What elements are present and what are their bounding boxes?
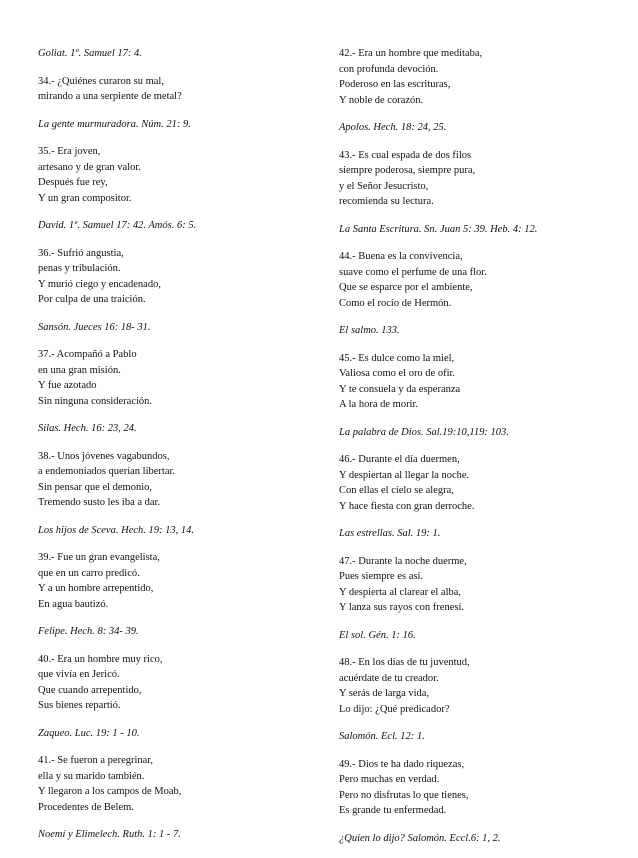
riddle-line: 49.- Dios te ha dado riquezas, <box>339 758 465 770</box>
spacer <box>38 714 308 726</box>
riddle-line: ella y su marido también. <box>38 770 145 782</box>
answer-reference: Zaqueo. Luc. 19: 1 - 10. <box>38 727 140 739</box>
right-column <box>339 46 619 858</box>
riddle-question <box>38 144 308 206</box>
riddle-line: 37.- Acompañó a Pablo <box>38 349 137 360</box>
riddle-line: en una gran misión. <box>38 364 121 376</box>
riddle-line: Y un gran compositor. <box>38 192 132 204</box>
riddle-line: Y llegaron a los campos de Moab, <box>38 786 182 797</box>
riddle-question <box>339 249 619 311</box>
spacer <box>38 105 308 117</box>
riddle-line: Es grande tu enfermedad. <box>339 805 447 816</box>
spacer <box>38 741 308 753</box>
answer-reference: La palabra de Dios. Sal.19:10,119: 103. <box>339 426 509 438</box>
riddle-line: 44.- Buena es la convivencia, <box>339 251 463 262</box>
riddle-line: Y fue azotado <box>38 380 97 391</box>
answer-reference: La Santa Escritura. Sn. Juan 5: 39. Heb. 4: 12. <box>339 223 538 235</box>
riddle-question <box>38 449 308 511</box>
riddle-line: penas y tribulación. <box>38 263 121 274</box>
riddle-line: Sin pensar que el demonio, <box>38 481 153 493</box>
left-column <box>38 46 308 855</box>
riddle-question <box>38 347 308 409</box>
spacer <box>38 612 308 624</box>
riddle-line: A la hora de morir. <box>339 399 419 410</box>
riddle-line: Y noble de corazón. <box>339 94 424 106</box>
answer-reference: Goliat. 1º. Samuel 17: 4. <box>38 48 142 59</box>
riddle-line: siempre poderosa, siempre pura, <box>339 165 476 176</box>
riddle-question <box>339 148 619 210</box>
riddle-line: 43.- Es cual espada de dos filos <box>339 149 472 161</box>
spacer <box>339 440 619 452</box>
riddle-line: Valiosa como el oro de ofir. <box>339 368 456 379</box>
spacer <box>38 815 308 827</box>
riddle-line: Y despiertan al llegar la noche. <box>339 469 470 481</box>
answer-reference: Las estrellas. Sal. 19: 1. <box>339 528 441 539</box>
spacer <box>339 846 619 858</box>
riddle-question <box>38 550 308 612</box>
riddle-line: 41.- Se fueron a peregrinar, <box>38 755 154 766</box>
riddle-line: 39.- Fue un gran evangelista, <box>38 552 160 563</box>
answer-reference: Felipe. Hech. 8: 34- 39. <box>38 626 139 637</box>
riddle-line: Y hace fiesta con gran derroche. <box>339 500 475 512</box>
riddle-line: 40.- Era un hombre muy rico, <box>38 653 163 665</box>
riddle-line: Y lanza sus rayos con frenesí. <box>339 602 464 613</box>
answer-reference: Silas. Hech. 16: 23, 24. <box>38 423 137 434</box>
spacer <box>38 206 308 218</box>
riddle-line: 45.- Es dulce como la miel, <box>339 352 455 364</box>
spacer <box>38 511 308 523</box>
riddle-line: y el Señor Jesucristo, <box>339 180 429 192</box>
spacer <box>339 643 619 655</box>
riddle-line: 35.- Era joven, <box>38 146 101 157</box>
riddle-line: 38.- Unos jóvenes vagabundos, <box>38 450 170 462</box>
riddle-line: 42.- Era un hombre que meditaba, <box>339 48 483 59</box>
riddle-line: acuérdate de tu creador. <box>339 672 439 684</box>
spacer <box>339 717 619 729</box>
riddle-line: Y te consuela y da esperanza <box>339 383 461 395</box>
riddle-line: Por culpa de una traición. <box>38 294 146 305</box>
answer-reference: David. 1º. Samuel 17: 42. Amós. 6: 5. <box>38 220 197 231</box>
answer-reference: El salmo. 133. <box>339 325 400 336</box>
riddle-line: artesano y de gran valor. <box>38 161 141 173</box>
spacer <box>38 538 308 550</box>
riddle-line: Que se esparce por el ambiente, <box>339 282 473 293</box>
riddle-line: suave como el perfume de una flor. <box>339 266 487 278</box>
spacer <box>339 210 619 222</box>
spacer <box>38 308 308 320</box>
answer-reference: Sansón. Jueces 16: 18- 31. <box>38 321 151 333</box>
riddle-line: Con ellas el cielo se alegra, <box>339 485 454 496</box>
riddle-line: recomienda su lectura. <box>339 196 434 207</box>
riddle-line: a endemoniados querían libertar. <box>38 466 176 477</box>
answer-reference: Salomón. Ecl. 12: 1. <box>339 731 425 742</box>
riddle-line: 36.- Sufrió angustia, <box>38 247 124 259</box>
spacer <box>339 413 619 425</box>
riddle-question <box>38 753 308 815</box>
spacer <box>38 234 308 246</box>
riddle-line: Y a un hombre arrepentido, <box>38 583 154 594</box>
spacer <box>339 108 619 120</box>
riddle-question <box>38 652 308 714</box>
spacer <box>339 745 619 757</box>
riddle-line: que vivía en Jericó. <box>38 669 120 680</box>
riddle-line: En agua bautizó. <box>38 598 109 610</box>
spacer <box>38 843 308 855</box>
spacer <box>38 409 308 421</box>
spacer <box>339 237 619 249</box>
riddle-line: Tremendo susto les iba a dar. <box>38 497 161 508</box>
riddle-line: 48.- En los días de tu juventud, <box>339 657 470 668</box>
riddle-line: Lo dijo: ¿Qué predicador? <box>339 703 450 715</box>
riddle-line: 34.- ¿Quiénes curaron su mal, <box>38 75 164 87</box>
riddle-line: 46.- Durante el día duermen, <box>339 454 460 465</box>
riddle-line: 47.- Durante la noche duerme, <box>339 555 467 567</box>
spacer <box>38 437 308 449</box>
riddle-question <box>38 246 308 308</box>
riddle-line: Sin ninguna consideración. <box>38 395 153 407</box>
answer-reference: El sol. Gén. 1: 16. <box>339 629 416 641</box>
spacer <box>38 62 308 74</box>
riddle-line: que en un carro predicó. <box>38 567 140 579</box>
riddle-line: mirando a una serpiente de metal? <box>38 91 182 102</box>
riddle-line: Que cuando arrepentido, <box>38 684 142 696</box>
riddle-question <box>339 46 619 108</box>
riddle-question <box>38 74 308 105</box>
answer-reference: Noemí y Elimelech. Ruth. 1: 1 - 7. <box>38 829 181 840</box>
riddle-line: con profunda devoción. <box>339 63 439 75</box>
spacer <box>339 542 619 554</box>
riddle-line: Y serás de larga vida, <box>339 688 430 699</box>
spacer <box>339 136 619 148</box>
riddle-line: Y murió ciego y encadenado, <box>38 278 161 290</box>
spacer <box>339 616 619 628</box>
riddle-line: Sus bienes repartió. <box>38 700 121 711</box>
answer-reference: ¿Quien lo dijo? Salomón. Eccl.6: 1, 2. <box>339 832 501 844</box>
riddle-question <box>339 757 619 819</box>
riddle-line: Pero muchas en verdad. <box>339 774 440 785</box>
answer-reference: Los hijos de Sceva. Hech. 19: 13, 14. <box>38 524 195 536</box>
riddle-line: Como el rocío de Hermón. <box>339 297 452 309</box>
riddle-line: Poderoso en las escrituras, <box>339 79 451 90</box>
spacer <box>38 640 308 652</box>
riddle-line: Pues siempre es así. <box>339 571 423 582</box>
riddle-question <box>339 554 619 616</box>
spacer <box>38 132 308 144</box>
riddle-line: Pero no disfrutas lo que tienes, <box>339 789 469 801</box>
spacer <box>339 311 619 323</box>
riddle-line: Después fue rey, <box>38 177 108 188</box>
riddle-question <box>339 655 619 717</box>
riddle-line: Y despierta al clarear el alba, <box>339 586 462 598</box>
spacer <box>38 335 308 347</box>
spacer <box>339 819 619 831</box>
riddle-question <box>339 351 619 413</box>
answer-reference: La gente murmuradora. Núm. 21: 9. <box>38 118 191 130</box>
spacer <box>339 339 619 351</box>
riddle-question <box>339 452 619 514</box>
spacer <box>339 514 619 526</box>
riddle-line: Procedentes de Belem. <box>38 801 134 813</box>
answer-reference: Apolos. Hech. 18: 24, 25. <box>339 122 447 133</box>
